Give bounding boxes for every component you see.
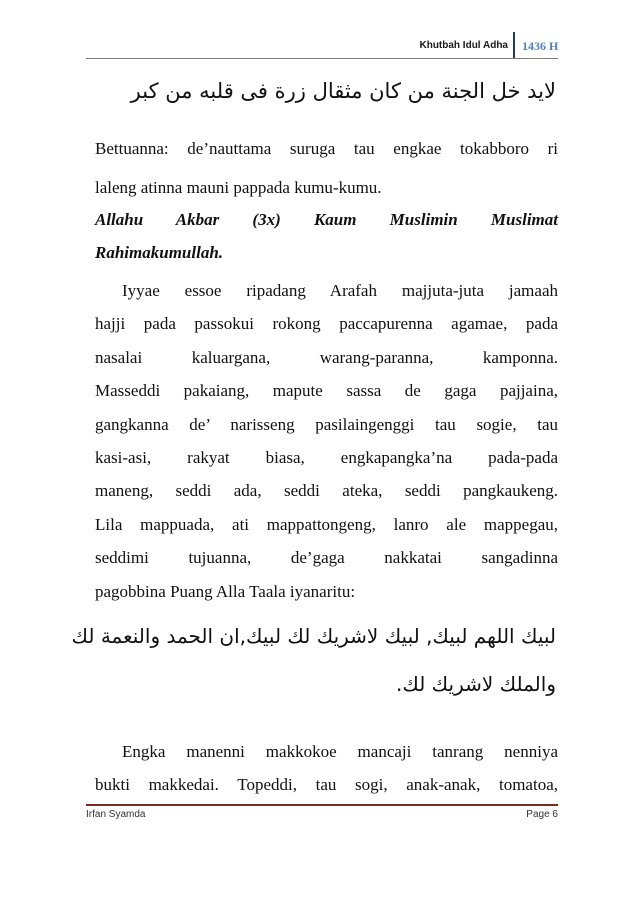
paragraph-line: Engka manenni makkokoe mancaji tanrang nenniya	[122, 742, 558, 761]
footer-rule	[86, 804, 558, 806]
page-number: Page 6	[526, 809, 558, 820]
paragraph-line: bukti makkedai. Topeddi, tau sogi, anak-anak, tomatoa,	[95, 775, 558, 794]
translation-line: Bettuanna: de’nauttama suruga tau engkae tokabboro ri	[95, 139, 558, 158]
arabic-hadith: لايد خل الجنة من كان مثقال زرة فى قلبه من كبر	[130, 79, 556, 103]
paragraph-line: kasi-asi, rakyat biasa, engkapangka’na pada-pada	[95, 448, 558, 468]
paragraph-line: maneng, seddi ada, seddi ateka, seddi pangkaukeng.	[95, 481, 558, 501]
footer-author: Irfan Syamda	[86, 809, 146, 820]
paragraph-line: Iyyae essoe ripadang Arafah majjuta-juta jamaah	[122, 281, 558, 300]
header-year: 1436 H	[522, 39, 559, 53]
arabic-talbiyah-line1: لبيك اللهم لبيك, لبيك لاشريك لك لبيك,ان الحمد والنعمة لك	[71, 624, 556, 648]
header-rule	[86, 58, 558, 59]
header-separator	[513, 32, 515, 58]
takbir-paragraph	[95, 203, 558, 269]
takbir-line: Allahu Akbar (3x) Kaum Muslimin Muslimat	[95, 210, 558, 229]
paragraph-line: Lila mappuada, ati mappattongeng, lanro ale mappegau,	[95, 514, 558, 534]
translation-paragraph	[95, 129, 558, 207]
paragraph-line: pagobbina Puang Alla Taala iyanaritu:	[95, 581, 356, 601]
paragraph-line: seddimi tujuanna, de’gaga nakkatai sangadinna	[95, 548, 558, 568]
arafah-paragraph	[95, 274, 558, 608]
paragraph-line: hajji pada passokui rokong paccapurenna agamae, pada	[95, 314, 558, 334]
paragraph-line: nasalai kaluargana, warang-paranna, kamponna.	[95, 347, 558, 367]
paragraph-line: Masseddi pakaiang, mapute sassa de gaga pajjaina,	[95, 381, 558, 401]
paragraph-line: gangkanna de’ narisseng pasilaingenggi tau sogie, tau	[95, 414, 558, 434]
arabic-talbiyah-line2: والملك لاشريك لك.	[396, 672, 556, 696]
takbir-line: Rahimakumullah.	[95, 243, 224, 262]
closing-paragraph	[95, 735, 558, 801]
translation-line: laleng atinna mauni pappada kumu-kumu.	[95, 178, 382, 197]
header-title: Khutbah Idul Adha	[419, 40, 508, 51]
